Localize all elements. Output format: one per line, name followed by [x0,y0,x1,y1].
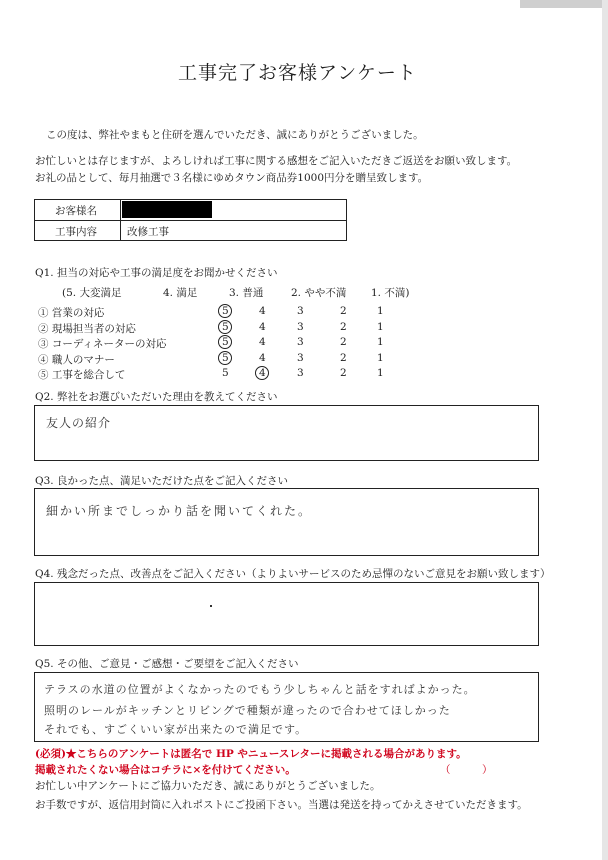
q1-item-label: ⑤ 工事を総合して [38,369,126,381]
info-table-col-divider [120,199,121,241]
intro-line-1: この度は、弊社やまもと住研を選んでいただき、誠にありがとうございました。 [46,129,424,141]
q1-rating-option[interactable]: 1 [377,367,384,379]
q1-item-label: ① 営業の対応 [38,307,105,319]
q1-rating-option[interactable]: 1 [377,351,384,364]
q1-selected-circle [218,304,232,318]
q3-answer: 細かい所までしっかり話を聞いてくれた。 [46,504,313,518]
q1-rating-option[interactable]: 1 [377,305,384,317]
q1-scale-5: (5. 大変満足 [62,287,122,299]
opt-out-instruction: 掲載されたくない場合はコチラに×を付けてください。 [35,764,296,776]
q1-scale-2: 2. やや不満 [291,287,347,299]
page-title: 工事完了お客様アンケート [178,62,417,84]
q5-answer-line-1: テラスの水道の位置がよくなかったのでもう少しちゃんと話をすればよかった。 [44,683,476,696]
q3-answer-box [34,488,539,556]
q1-rating-option[interactable]: 1 [377,320,384,333]
q1-rating-option[interactable]: 4 [259,305,266,317]
q1-item-label: ④ 職人のマナー [38,353,115,366]
opt-out-checkbox[interactable]: （ ） [440,764,493,776]
q1-rating-option[interactable]: 4 [259,367,266,379]
q1-rating-option[interactable]: 5 [222,351,229,364]
publication-notice: (必須)★こちらのアンケートは匿名で HP やニュースレターに掲載される場合があります。 [35,748,467,760]
q1-selected-circle [218,351,232,365]
q1-rating-option[interactable]: 5 [222,336,229,348]
q1-rating-option[interactable]: 1 [377,336,384,348]
q1-selected-circle [218,320,232,334]
customer-name-label: お客様名 [55,205,97,217]
q1-rating-option[interactable]: 3 [297,320,304,333]
q1-item-label: ② 現場担当者の対応 [38,322,136,335]
q1-scale-1: 1. 不満) [371,287,410,299]
q1-rating-option[interactable]: 2 [340,367,347,379]
q1-question: Q1. 担当の対応や工事の満足度をお聞かせください [35,267,278,279]
q1-rating-option[interactable]: 3 [297,336,304,348]
return-instructions: お手数ですが、返信用封筒に入れポストにご投函下さい。当選は発送を持ってかえさせていただきます。 [35,799,528,811]
q1-rating-option[interactable]: 4 [259,351,266,364]
thanks-text: お忙しい中アンケートにご協力いただき、誠にありがとうございました。 [35,780,381,792]
work-type-value: 改修工事 [127,226,169,238]
q4-stray-mark [210,605,212,607]
q1-rating-option[interactable]: 2 [340,351,347,364]
work-type-label: 工事内容 [55,226,97,238]
q2-answer: 友人の紹介 [46,416,112,430]
q1-rating-option[interactable]: 3 [297,367,304,379]
q1-item-label: ③ コーディネーターの対応 [38,338,167,350]
scan-edge-top-right [520,0,608,8]
q1-rating-option[interactable]: 5 [222,367,229,379]
scan-edge-right [602,0,608,860]
q5-answer-line-3: それでも、すごくいい家が出来たので満足です。 [44,723,308,736]
q1-rating-option[interactable]: 5 [222,320,229,333]
info-table-row-divider [34,220,347,221]
q1-rating-option[interactable]: 2 [340,336,347,348]
q1-rating-option[interactable]: 3 [297,351,304,364]
intro-line-3: お礼の品として、毎月抽選で３名様にゆめタウン商品券1000円分を贈呈致します。 [35,172,429,184]
q1-rating-option[interactable]: 4 [259,320,266,333]
q1-selected-circle [218,335,232,349]
q4-answer-box [34,582,539,646]
q5-question: Q5. その他、ご意見・ご感想・ご要望をご記入ください [35,658,299,670]
q1-rating-option[interactable]: 5 [222,305,229,317]
q3-question: Q3. 良かった点、満足いただけた点をご記入ください [35,475,288,487]
q5-answer-line-2: 照明のレールがキッチンとリビングで種類が違ったので合わせてほしかった [44,704,451,717]
q1-scale-4: 4. 満足 [163,287,198,299]
q1-scale-3: 3. 普通 [229,287,264,299]
q2-question: Q2. 弊社をお選びいただいた理由を教えてください [35,391,278,403]
q1-rating-option[interactable]: 3 [297,305,304,317]
q1-rating-option[interactable]: 2 [340,320,347,333]
q4-question: Q4. 残念だった点、改善点をご記入ください（よりよいサービスのため忌憚のないご意見をお願い致します） [35,568,551,580]
customer-name-redaction [122,201,212,218]
q1-rating-option[interactable]: 4 [259,336,266,348]
q1-rating-option[interactable]: 2 [340,305,347,317]
q1-selected-circle [255,366,269,380]
intro-line-2: お忙しいとは存じますが、よろしければ工事に関する感想をご記入いただきご返送をお願い致します。 [35,155,518,167]
